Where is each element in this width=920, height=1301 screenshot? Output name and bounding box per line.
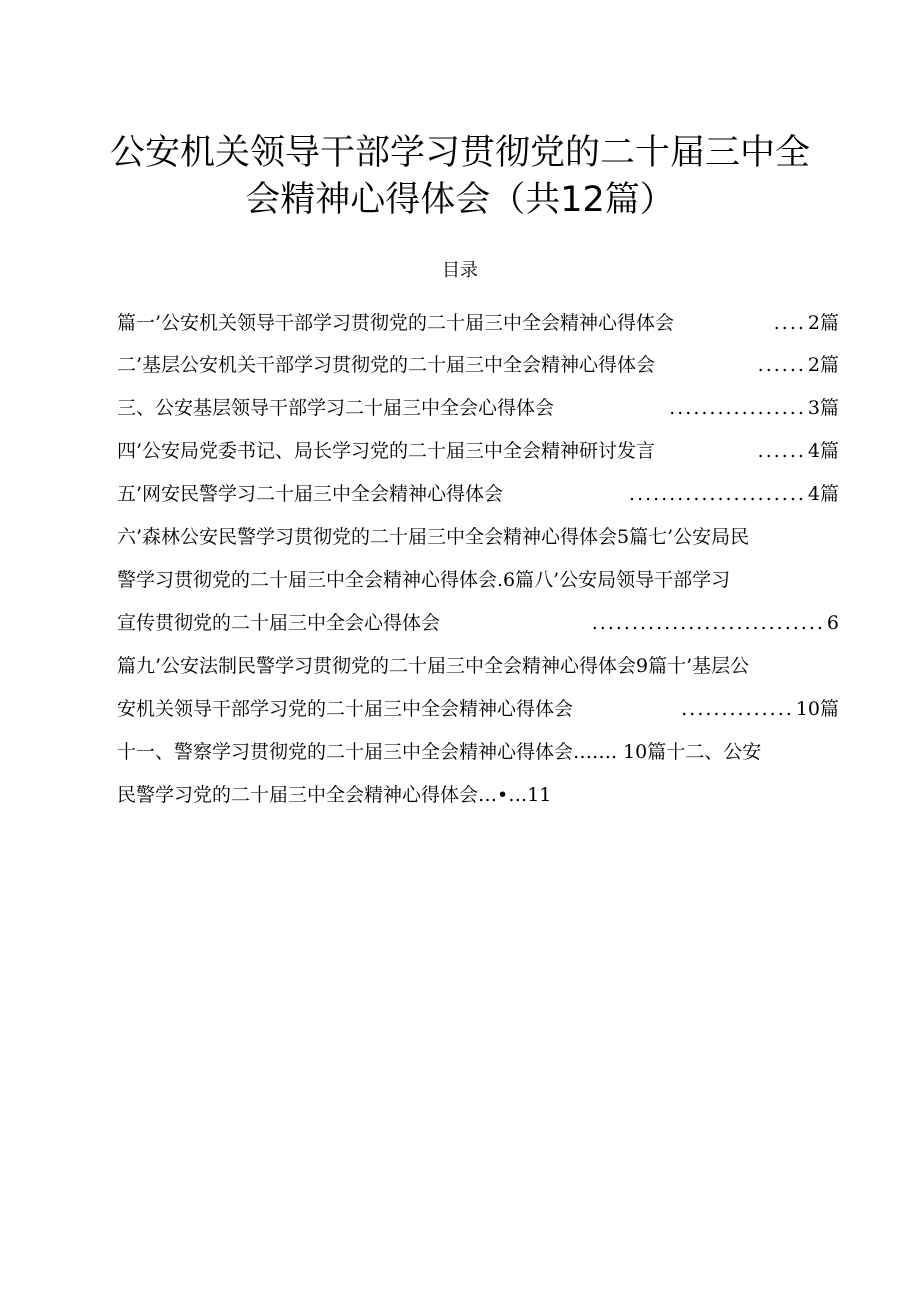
toc-entry-text: 五’网安民警学习二十届三中全会精神心得体会: [117, 483, 504, 505]
toc-entry-text: 宣传贯彻党的二十届三中全会心得体会: [117, 612, 441, 634]
toc-leader-dots: ....: [773, 312, 806, 334]
toc-line: 六’森林公安民警学习贯彻党的二十届三中全会精神心得体会5篇七’公安局民: [117, 526, 750, 548]
toc-line: 十一、警察学习贯彻党的二十届三中全会精神心得体会……. 10篇十二、公安: [117, 741, 762, 763]
toc-entry-text: 三、公安基层领导干部学习二十届三中全会心得体会: [117, 397, 555, 419]
toc-line: [117, 694, 839, 724]
toc-entry-text: 篇一’公安机关领导干部学习贯彻党的二十届三中全会精神心得体会: [117, 312, 675, 334]
toc-heading: 目录: [442, 260, 478, 281]
toc-leader-dots: ......................: [629, 483, 806, 505]
toc-line: 篇九’公安法制民警学习贯彻党的二十届三中全会精神心得体会9篇十’基层公: [117, 655, 750, 677]
toc-page-number: 3篇: [807, 397, 839, 419]
toc-line: [117, 308, 839, 338]
toc-line: [117, 479, 839, 509]
toc-line: [117, 436, 839, 466]
toc-entry-text: 安机关领导干部学习党的二十届三中全会精神心得体会: [117, 698, 574, 720]
toc-line: 警学习贯彻党的二十届三中全会精神心得体会.6篇八’公安局领导干部学习: [117, 569, 731, 591]
toc-line: [117, 608, 839, 638]
toc-leader-dots: ......: [757, 354, 806, 376]
toc-leader-dots: ..............: [681, 698, 794, 720]
toc-page-number: 6: [826, 612, 839, 634]
toc-entry-text: 四’公安局党委书记、局长学习党的二十届三中全会精神研讨发言: [117, 440, 656, 462]
toc-leader-dots: .............................: [591, 612, 825, 634]
toc-page-number: 2篇: [807, 312, 839, 334]
document-title-line-2: 会精神心得体会（共12篇）: [245, 180, 675, 220]
toc-leader-dots: ......: [757, 440, 806, 462]
toc-page-number: 4篇: [807, 483, 839, 505]
toc-page-number: 2篇: [807, 354, 839, 376]
toc-line: [117, 393, 839, 423]
toc-line: 民警学习党的二十届三中全会精神心得体会…•…11: [117, 784, 552, 806]
toc-page-number: 10篇: [795, 698, 839, 720]
toc-leader-dots: .................: [669, 397, 806, 419]
toc-page-number: 4篇: [807, 440, 839, 462]
toc-entry-text: 二’基层公安机关干部学习贯彻党的二十届三中全会精神心得体会: [117, 354, 656, 376]
toc-line: [117, 350, 839, 380]
document-title-line-1: 公安机关领导干部学习贯彻党的二十届三中全: [109, 133, 810, 173]
